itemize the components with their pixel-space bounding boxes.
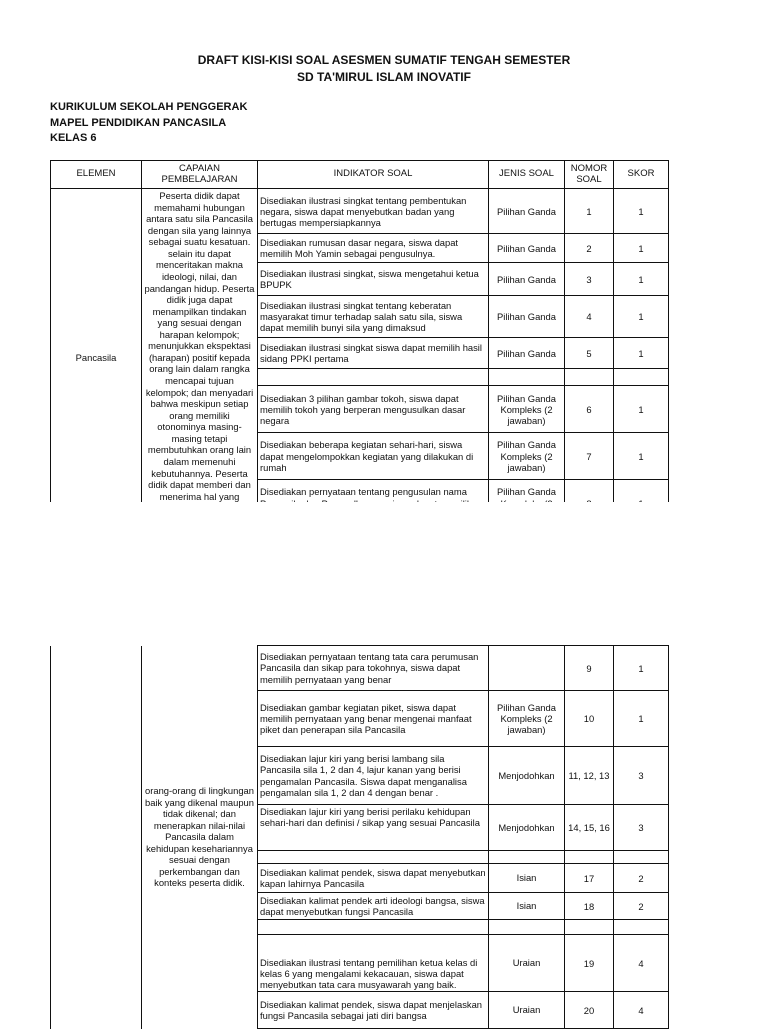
nomor-cell: 11, 12, 13	[565, 747, 614, 805]
nomor-cell: 9	[565, 646, 614, 691]
skor-cell: 1	[614, 337, 669, 368]
indikator-cell: Disediakan kalimat pendek, siswa dapat menjelaskan fungsi Pancasila sebagai jati diri bangsa	[258, 992, 489, 1029]
indikator-cell: Disediakan ilustrasi singkat, siswa mengetahui ketua BPUPK	[258, 263, 489, 295]
table-row	[51, 646, 669, 691]
jenis-cell: Pilihan Ganda	[489, 189, 565, 234]
indikator-cell: Disediakan ilustrasi tentang pemilihan ketua kelas di kelas 6 yang mengalami kekacauan, siswa dapat menyebutkan tata cara musyawarah yang baik.	[258, 935, 489, 992]
indikator-cell: Disediakan pernyataan tentang tata cara perumusan Pancasila dan sikap para tokohnya, siswa dapat memilih pernyataan yang benar	[258, 646, 489, 691]
jenis-cell: Pilihan Ganda	[489, 337, 565, 368]
jenis-cell	[489, 646, 565, 691]
skor-cell: 1	[614, 189, 669, 234]
jenis-cell: Uraian	[489, 935, 565, 992]
jenis-cell: Uraian	[489, 992, 565, 1029]
jenis-cell	[489, 851, 565, 864]
nomor-cell: 19	[565, 935, 614, 992]
header-capaian: CAPAIAN PEMBELAJARAN	[142, 161, 258, 189]
header-indikator: INDIKATOR SOAL	[258, 161, 489, 189]
nomor-cell: 3	[565, 263, 614, 295]
skor-cell: 1	[614, 386, 669, 432]
skor-cell: 1	[614, 295, 669, 337]
school-name: SD TA'MIRUL ISLAM INOVATIF	[297, 70, 471, 84]
skor-cell: 3	[614, 747, 669, 805]
skor-cell: 1	[614, 646, 669, 691]
indikator-cell: Disediakan pernyataan tentang pengusulan nama	[258, 480, 489, 526]
skor-cell: 1	[614, 263, 669, 295]
elemen-cell-continued	[51, 646, 142, 1029]
skor-cell: 2	[614, 893, 669, 920]
capaian-cell: Peserta didik dapat memahami hubungan antara satu sila Pancasila dengan sila yang lainnya sebagai suatu kesatuan. selain itu dapat menceritakan makna ideologi, nilai, dan pandangan hidup. Peserta didik juga dapat menampilkan tindakan yang sesuai dengan harapan kelompok; menunjukkan ekspektasi (harapan) positif kepada orang lain dalam rangka mencapai tujuan kelompok; dan menyadari bahwa meskipun setiap orang memiliki otonominya masing-masing tetapi membutuhkan orang lain dalam memenuhi kebutuhannya. Peserta didik dapat memberi dan menerima hal yang	[142, 189, 258, 527]
nomor-cell: 6	[565, 386, 614, 432]
header-nomor: NOMOR SOAL	[565, 161, 614, 189]
skor-cell: 1	[614, 234, 669, 263]
indikator-cell: Disediakan 3 pilihan gambar tokoh, siswa dapat memilih tokoh yang berperan mengusulkan dasar negara	[258, 386, 489, 432]
nomor-cell	[565, 369, 614, 386]
indikator-cell: Disediakan ilustrasi singkat tentang pembentukan negara, siswa dapat menyebutkan badan yang bertugas mempersiapkannya	[258, 189, 489, 234]
document-title: DRAFT KISI-KISI SOAL ASESMEN SUMATIF TENGAH SEMESTER	[197, 53, 571, 67]
nomor-cell: 1	[565, 189, 614, 234]
indikator-cell	[258, 851, 489, 864]
jenis-cell: Pilihan Ganda Kompleks (2 jawaban)	[489, 386, 565, 432]
nomor-cell: 5	[565, 337, 614, 368]
skor-cell: 1	[614, 432, 669, 479]
class-label: KELAS 6	[50, 132, 97, 144]
table-header-row	[51, 161, 669, 189]
jenis-cell: Menjodohkan	[489, 747, 565, 805]
curriculum-label: KURIKULUM SEKOLAH PENGGERAK	[50, 101, 248, 113]
indikator-cell: Disediakan gambar kegiatan piket, siswa dapat memilih pernyataan yang benar mengenai manfaat piket dan penerapan sila Pancasila	[258, 691, 489, 747]
header-jenis: JENIS SOAL	[489, 161, 565, 189]
elemen-cell: Pancasila	[51, 189, 142, 527]
nomor-cell: 7	[565, 432, 614, 479]
jenis-cell: Isian	[489, 864, 565, 893]
indikator-cell: Disediakan ilustrasi singkat tentang keberatan masyarakat timur terhadap salah satu sila, siswa dapat memilih bunyi sila yang dimaksud	[258, 295, 489, 337]
jenis-cell: Pilihan Ganda Kompleks (2 jawaban)	[489, 432, 565, 479]
nomor-cell: 4	[565, 295, 614, 337]
indikator-cell: Disediakan kalimat pendek arti ideologi bangsa, siswa dapat menyebutkan fungsi Pancasila	[258, 893, 489, 920]
jenis-cell: Pilihan Ganda	[489, 295, 565, 337]
jenis-cell: Isian	[489, 893, 565, 920]
nomor-cell: 14, 15, 16	[565, 805, 614, 851]
skor-cell	[614, 851, 669, 864]
jenis-cell	[489, 369, 565, 386]
indikator-cell: Disediakan rumusan dasar negara, siswa dapat memilih Moh Yamin sebagai pengusulnya.	[258, 234, 489, 263]
nomor-cell: 18	[565, 893, 614, 920]
subject-label: MAPEL PENDIDIKAN PANCASILA	[50, 117, 227, 129]
jenis-cell: Pilihan Ganda	[489, 234, 565, 263]
table-row	[51, 189, 669, 234]
jenis-cell: Pilihan Ganda	[489, 263, 565, 295]
indikator-cell: Disediakan lajur kiri yang berisi lambang sila Pancasila sila 1, 2 dan 4, lajur kanan yang berisi pengamalan Pancasila. Siswa dapat menganalisa pengamalan sila 1, 2 dan 4 dengan benar .	[258, 747, 489, 805]
page-break-gap	[0, 502, 768, 644]
nomor-cell: 10	[565, 691, 614, 747]
indikator-cell	[258, 369, 489, 386]
indikator-cell: Disediakan lajur kiri yang berisi perilaku kehidupan sehari-hari dan definisi / sikap yang sesuai Pancasila	[258, 805, 489, 851]
skor-cell: 4	[614, 935, 669, 992]
indikator-cell: Disediakan beberapa kegiatan sehari-hari, siswa dapat mengelompokkan kegiatan yang dilakukan di rumah	[258, 432, 489, 479]
header-skor: SKOR	[614, 161, 669, 189]
skor-cell: 3	[614, 805, 669, 851]
skor-cell: 4	[614, 992, 669, 1029]
nomor-cell	[565, 851, 614, 864]
skor-cell: 2	[614, 864, 669, 893]
header-elemen: ELEMEN	[51, 161, 142, 189]
indikator-cell: Disediakan ilustrasi singkat siswa dapat memilih hasil sidang PPKI pertama	[258, 337, 489, 368]
indikator-cell: Disediakan kalimat pendek, siswa dapat menyebutkan kapan lahirnya Pancasila	[258, 864, 489, 893]
skor-cell	[614, 369, 669, 386]
nomor-cell	[565, 920, 614, 935]
nomor-cell: 17	[565, 864, 614, 893]
capaian-cell-continued: orang-orang di lingkungan baik yang dikenal maupun tidak dikenal; dan menerapkan nilai-nilai Pancasila dalam kehidupan kesehariannya sesuai dengan perkembangan dan konteks peserta didik.	[142, 646, 258, 1029]
skor-cell: 1	[614, 691, 669, 747]
nomor-cell: 20	[565, 992, 614, 1029]
indikator-cell	[258, 920, 489, 935]
skor-cell	[614, 920, 669, 935]
grid-table-part1	[50, 160, 669, 527]
nomor-cell: 2	[565, 234, 614, 263]
jenis-cell: Pilihan Ganda	[489, 480, 565, 526]
jenis-cell: Pilihan Ganda Kompleks (2 jawaban)	[489, 691, 565, 747]
jenis-cell: Menjodohkan	[489, 805, 565, 851]
grid-table-part2	[50, 645, 669, 1029]
jenis-cell	[489, 920, 565, 935]
